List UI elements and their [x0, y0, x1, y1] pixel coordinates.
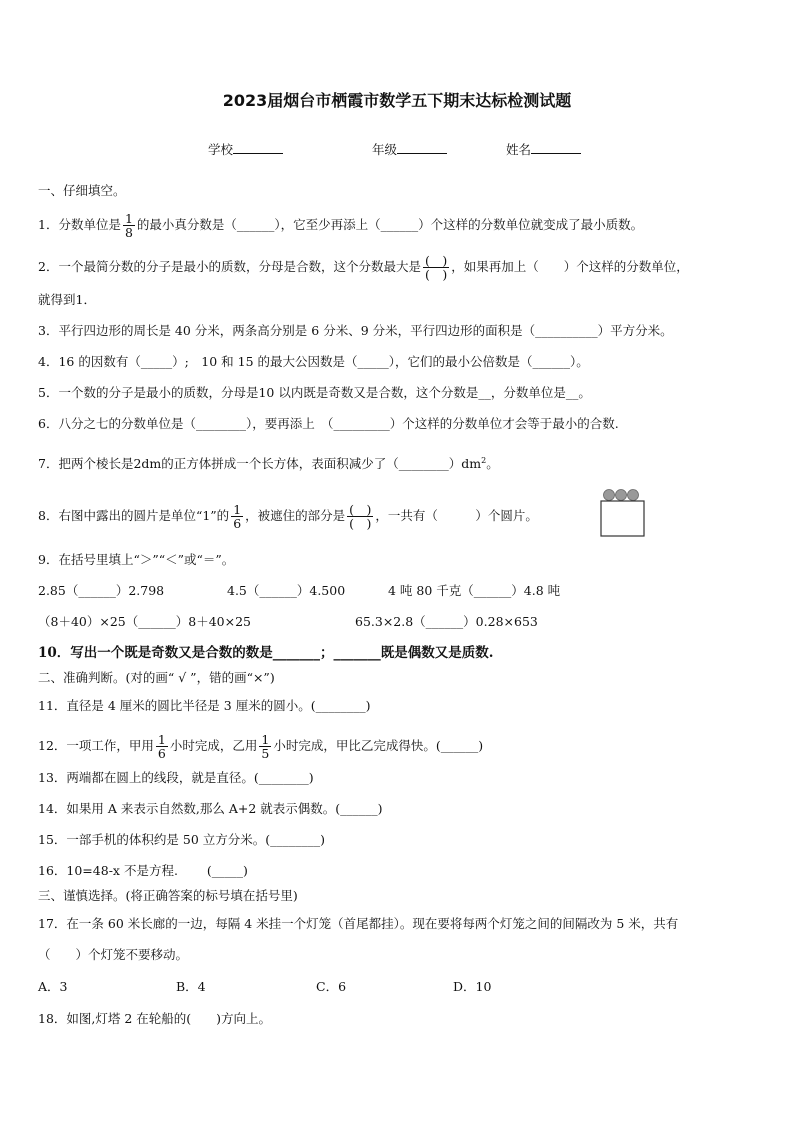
question-6: 6．八分之七的分数单位是（________），要再添上 （_________）个这样的分数单位才会等于最小的合数. — [38, 416, 619, 431]
question-2-continued: 就得到1． — [38, 292, 96, 307]
question-7: 7．把两个棱长是2dm的正方体拼成一个长方体，表面积减少了$(\_\_\_\_\_\_\_\_)dm^2$。 — [38, 456, 499, 472]
question-3: 3．平行四边形的周长是 40 分米，两条高分别是 6 分米、9 分米，平行四边形的面积是（__________）平方分米。 — [38, 323, 673, 338]
circle-disc — [604, 490, 615, 501]
question-11: 11．直径是 4 厘米的圆比半径是 3 厘米的圆小。(________) — [38, 698, 371, 713]
section-1-heading: 一、仔细填空。 — [38, 183, 126, 198]
section-2-heading: 二、准确判断。(对的画“ √ ”，错的画“×”) — [38, 670, 275, 685]
section-3-heading: 三、谨慎选择。(将正确答案的标号填在括号里) — [38, 888, 298, 903]
grade-field[interactable] — [372, 141, 447, 159]
comparison-item: 4 吨 80 千克（______）4.8 吨 — [388, 583, 561, 598]
school-label: 学校 — [208, 142, 234, 157]
question-10: 10．写出一个既是奇数又是合数的数是_______；_______既是偶数又是质数. — [38, 645, 494, 661]
name-label: 姓名 — [506, 142, 532, 157]
grade-label: 年级 — [372, 142, 398, 157]
school-field[interactable] — [208, 141, 283, 159]
question-9: 9．在括号里填上“＞”“＜”或“＝”。 — [38, 552, 235, 567]
comparison-item: 4.5（______）4.500 — [227, 583, 346, 598]
question-17: 17．在一条 60 米长廊的一边，每隔 4 米挂一个灯笼（首尾都挂）。现在要将每两个灯笼之间的间隔改为 5 米，共有 — [38, 916, 679, 931]
question-1: 1．分数单位是 $\frac{1}{8}$ 的最小真分数是（______），它至少再添上（______）个这样的分数单位就变成了最小质数。 — [38, 211, 644, 240]
fraction: $\frac{1}{6}$ — [157, 732, 166, 761]
covered-circles-figure — [600, 488, 646, 538]
cover-box — [601, 501, 644, 536]
option-d[interactable]: D．10 — [453, 979, 492, 994]
question-17-continued: （ ）个灯笼不要移动。 — [38, 947, 189, 962]
question-5: 5．一个数的分子是最小的质数，分母是10 以内既是奇数又是合数，这个分数是__，分数单位是__。 — [38, 385, 591, 400]
page-title: 2023届烟台市栖霞市数学五下期末达标检测试题 — [222, 91, 572, 110]
option-c[interactable]: C．6 — [316, 979, 347, 994]
question-16: 16．10=48-x 不是方程. (_____) — [38, 863, 248, 878]
fraction: $\frac{1}{5}$ — [261, 732, 270, 761]
question-12: 12．一项工作，甲用 $\frac{1}{6}$ 小时完成，乙用 $\frac{1}{5}$ 小时完成，甲比乙完成得快。(______) — [38, 732, 484, 761]
fraction: $\frac{( )}{( )}$ — [349, 502, 372, 531]
comparison-item: 65.3×2.8（______）0.28×653 — [355, 614, 538, 629]
fraction: $\frac{1}{8}$ — [124, 211, 133, 240]
name-field[interactable] — [506, 141, 581, 159]
question-13: 13．两端都在圆上的线段，就是直径。(________) — [38, 770, 314, 785]
comparison-item: （8＋40）×25（______）8＋40×25 — [38, 614, 251, 629]
fraction: $\frac{( )}{( )}$ — [424, 253, 448, 282]
question-2: 2．一个最简分数的分子是最小的质数，分母是合数，这个分数最大是 $\frac{( )}{( )}$ ，如果再加上（ ）个这样的分数单位， — [38, 253, 689, 282]
fraction: $\frac{1}{6}$ — [233, 502, 242, 531]
circle-disc — [628, 490, 639, 501]
option-b[interactable]: B．4 — [176, 979, 206, 994]
question-4: 4．16 的因数有（_____）; 10 和 15 的最大公因数是（_____），它们的最小公倍数是（______）。 — [38, 354, 589, 369]
question-14: 14．如果用 A 来表示自然数,那么 A+2 就表示偶数。(______) — [38, 801, 383, 816]
question-18: 18．如图,灯塔 2 在轮船的( )方向上。 — [38, 1011, 272, 1026]
comparison-item: 2.85（______）2.798 — [38, 583, 165, 598]
question-15: 15．一部手机的体积约是 50 立方分米。(________) — [38, 832, 326, 847]
circle-disc — [616, 490, 627, 501]
question-8: 8．右图中露出的圆片是单位“1”的 $\frac{1}{6}$ ，被遮住的部分是 $\frac{( )}{( )}$ ，一共有（ ）个圆片。 — [38, 502, 538, 531]
option-a[interactable]: A．3 — [38, 979, 68, 994]
